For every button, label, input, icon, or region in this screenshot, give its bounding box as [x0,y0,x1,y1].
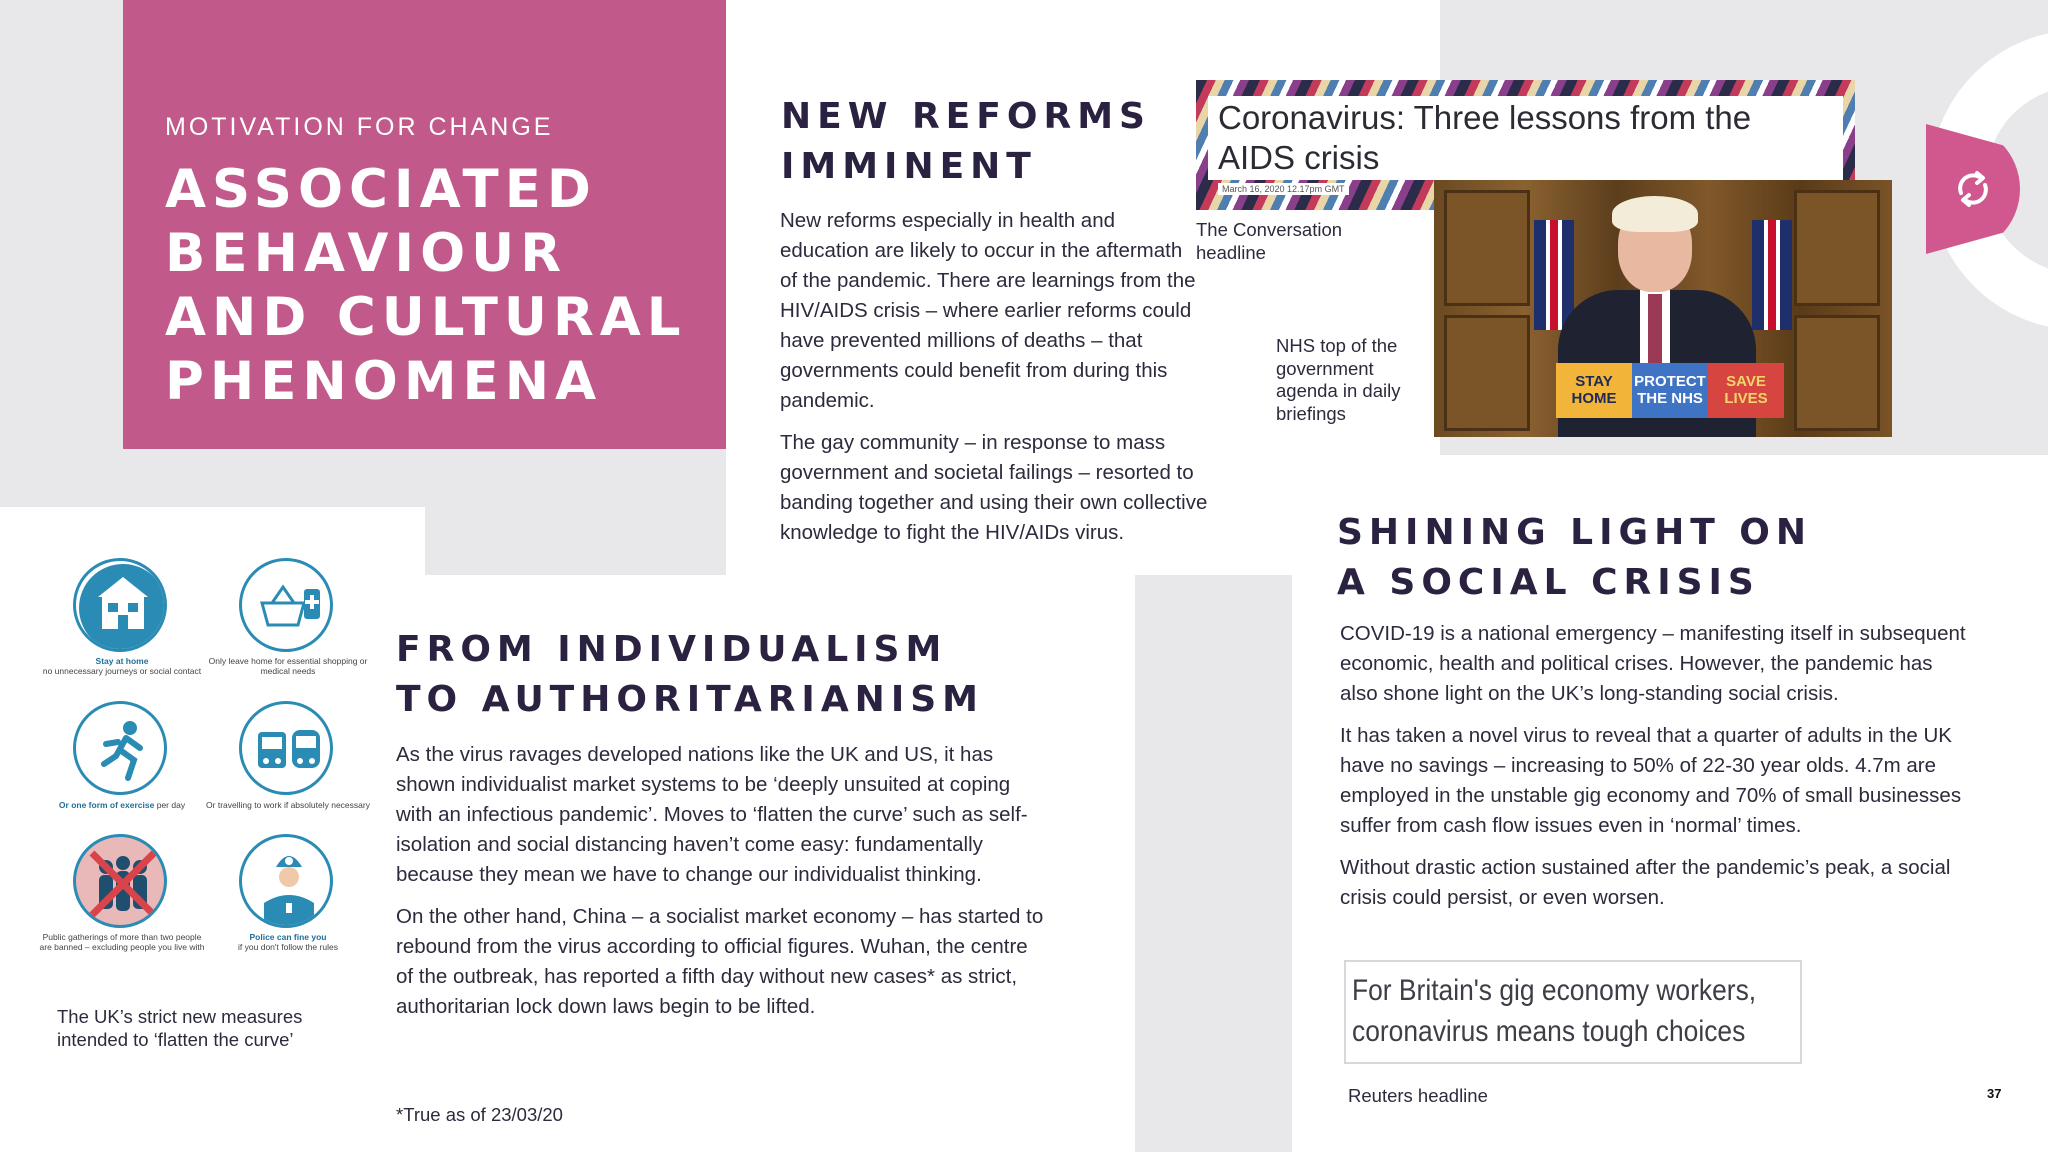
briefing-photo [1434,180,1892,437]
door-panel [1794,190,1880,306]
crisis-paragraph: It has taken a novel virus to reveal that a quarter of adults in the UK have no savings – increasing to 50% of 22-30 year olds. 4.7m are employed in the unstable gig economy and 70% of small businesses suffer from cash flow issues even in ‘normal’ times. [1340,724,1962,837]
individualism-heading-line: FROM INDIVIDUALISM [396,629,948,670]
page-title-line: BEHAVIOUR [165,223,568,284]
icon-label-bold: Stay at home [95,656,149,666]
briefing-caption [1276,335,1400,425]
icon-label-travel [203,800,373,810]
crisis-paragraph: Without drastic action sustained after the pandemic’s peak, a social crisis could persist, or even worsen. [1340,856,1951,909]
rotate-icon [1947,163,1999,215]
icon-label-shopping [203,656,373,676]
reforms-paragraph: The gay community – in response to mass government and societal failings – resorted to banding together and using their own collective knowledge to fight the HIV/AIDs virus. [780,431,1208,544]
sign-line: THE NHS [1637,390,1703,407]
conversation-headline-line: Coronavirus: Three lessons from the [1218,99,1752,136]
house-icon [73,558,167,652]
icon-label-police [203,932,373,952]
footnote: *True as of 23/03/20 [396,1104,563,1125]
runner-icon [73,701,167,795]
icon-label-rest: per day [156,800,186,810]
individualism-heading [396,625,984,725]
basket-icon [239,558,333,652]
no-gatherings-icon [73,834,167,928]
door-panel [1444,190,1530,306]
tie [1648,294,1662,374]
reforms-heading-line: NEW REFORMS [781,96,1151,137]
sign-line: STAY [1575,373,1613,390]
caption-line: headline [1196,241,1266,263]
reuters-headline-text [1352,970,1756,1052]
individualism-heading-line: TO AUTHORITARIANISM [396,679,984,720]
lectern-sign-protect-nhs [1632,363,1708,418]
page-number: 37 [1987,1086,2002,1101]
reuters-headline-line: For Britain's gig economy workers, [1352,974,1757,1007]
crisis-paragraph: COVID-19 is a national emergency – manifesting itself in subsequent economic, health and political crises. However, the pandemic has also shone light on the UK’s long-standing social crisis. [1340,622,1966,705]
reforms-body-2 [780,428,1260,548]
icon-label-rest: if you don't follow the rules [238,942,338,952]
page-title-line: PHENOMENA [165,351,603,412]
caption-line: government [1276,357,1374,379]
page-title [165,158,687,414]
caption-line: intended to ‘flatten the curve’ [57,1028,294,1050]
individualism-body [396,740,1046,1022]
icon-label-bold: Police can fine you [249,932,327,942]
icon-label-rest: no unnecessary journeys or social contact [42,666,202,676]
conversation-headline-line: AIDS crisis [1218,139,1380,176]
crisis-heading-line: A SOCIAL CRISIS [1337,562,1760,603]
crisis-heading [1337,508,1812,608]
sign-line: PROTECT [1634,373,1706,390]
page-title-line: AND CULTURAL [165,287,687,348]
icon-label-bold: Or one form of exercise [58,800,155,810]
sign-line: LIVES [1724,390,1768,407]
page-title-line: ASSOCIATED [165,159,597,220]
section-kicker: MOTIVATION FOR CHANGE [165,113,554,141]
reforms-paragraph: New reforms especially in health and education are likely to occur in the aftermath of the pandemic. There are learnings from the HIV/AIDS crisis – where earlier reforms could have prevented millions of deaths – that governments could benefit from during this pandemic. [780,209,1196,412]
individualism-paragraph: On the other hand, China – a socialist market economy – has started to rebound from the virus according to official figures. Wuhan, the centre of the outbreak, has reported a fifth day without new cases* as strict, authoritarian lock down laws begin to be lifted. [396,905,1044,1018]
sign-line: SAVE [1726,373,1766,390]
police-icon [239,834,333,928]
icon-label-rest: Public gatherings of more than two people are banned – excluding people you live with [39,932,205,952]
conversation-caption [1196,219,1342,264]
transport-icon [239,701,333,795]
reforms-heading [781,92,1151,192]
crisis-heading-line: SHINING LIGHT ON [1337,512,1813,553]
caption-line: The Conversation [1196,219,1343,240]
reforms-body [780,206,1200,428]
measures-caption [57,1006,302,1051]
caption-line: agenda in daily [1276,380,1401,401]
caption-line: NHS top of the [1276,335,1398,356]
icon-label-gatherings [37,932,207,952]
crisis-body [1340,619,1970,913]
reuters-headline-line: coronavirus means tough choices [1352,1015,1746,1048]
door-panel [1444,315,1530,431]
door-panel [1794,315,1880,431]
reforms-heading-line: IMMINENT [781,146,1037,187]
lectern-sign-save-lives [1708,363,1784,418]
reuters-caption: Reuters headline [1348,1085,1488,1106]
conversation-headline-text [1218,98,1751,178]
hair [1612,196,1698,232]
sign-line: HOME [1571,390,1617,407]
icon-label-exercise [37,800,207,810]
individualism-paragraph: As the virus ravages developed nations like the UK and US, it has shown individualist market systems to be ‘deeply unsuited at coping with an infectious pandemic’. Moves to ‘flatten the curve’ such as self-isolation and social distancing haven’t come easy: fundamentally because they mean we have to change our individualist thinking. [396,743,1028,886]
icon-label-rest: Or travelling to work if absolutely necessary [206,800,370,810]
caption-line: briefings [1276,402,1346,424]
conversation-date: March 16, 2020 12.17pm GMT [1218,183,1349,195]
caption-line: The UK’s strict new measures [57,1006,303,1027]
lectern-sign-stay-home [1556,363,1632,418]
icon-label-stay-home [37,656,207,676]
icon-label-rest: Only leave home for essential shopping or medical needs [208,656,368,676]
